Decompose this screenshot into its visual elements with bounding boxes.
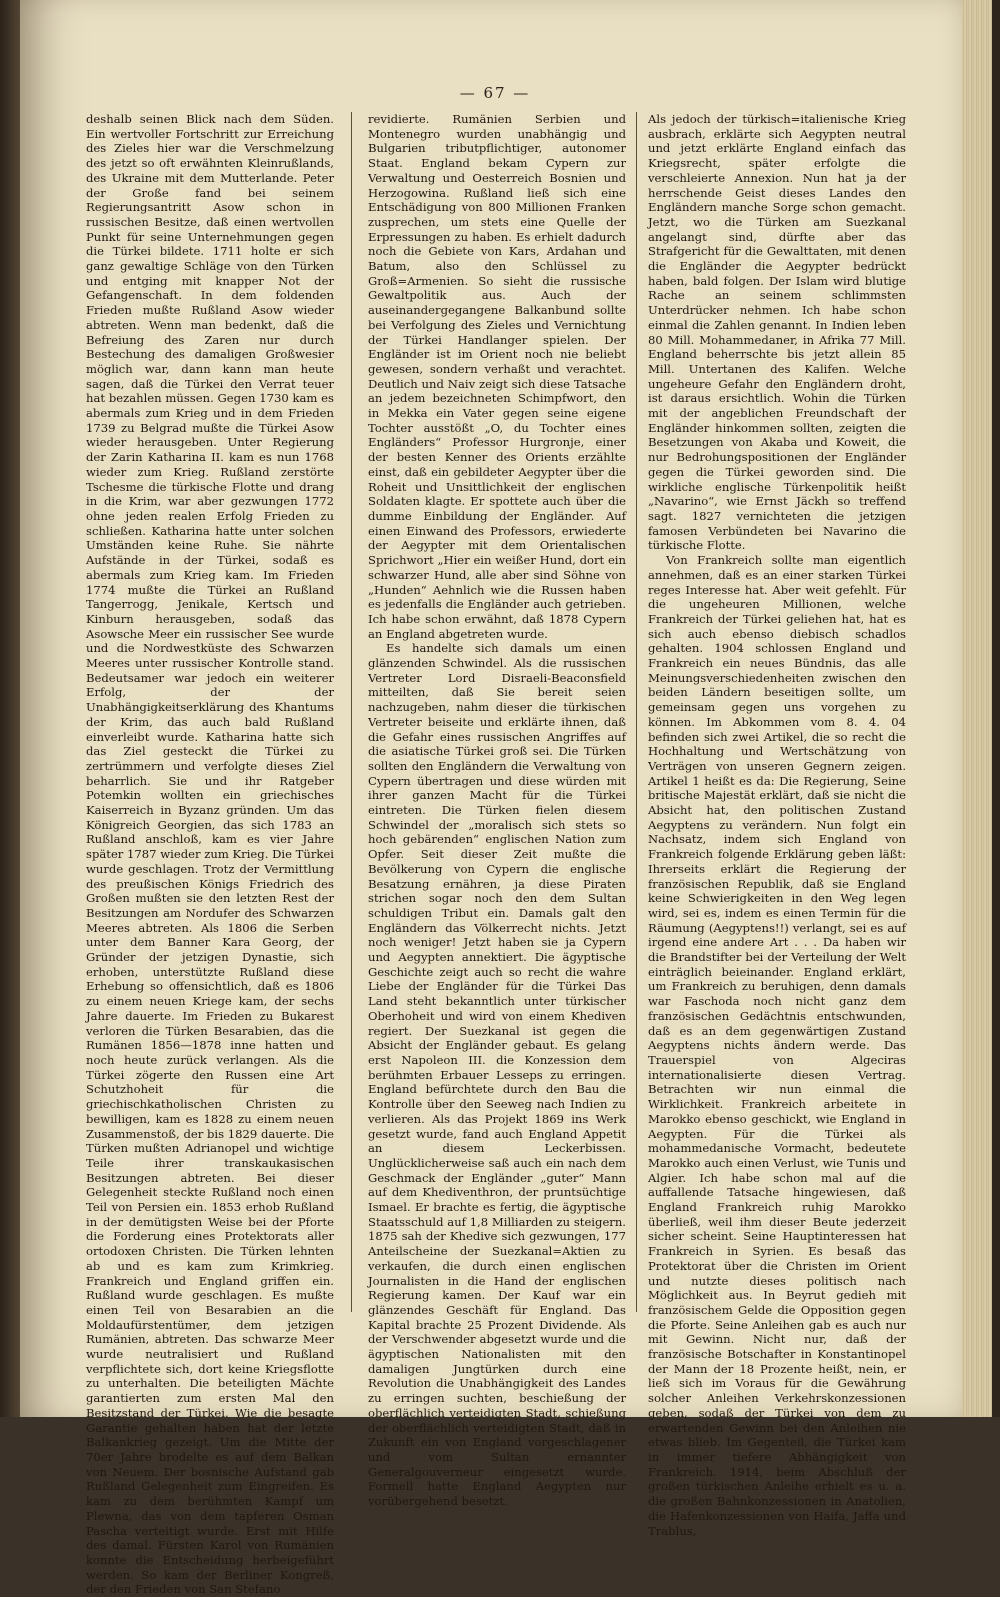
paragraph: revidierte. Rumänien Serbien und Montenegro wurden unabhängig und Bulgarien tributpflichtiger, autonomer Staat. England bekam Cypern zur Verwaltung und Oesterreich Bosnien und Herzogowina. Rußland ließ sich eine Entschädigung von 800 Millionen Franken zusprechen, um stets eine Quelle der Erpressungen zu haben. Es erhielt dadurch noch die Gebiete von Kars, Ardahan und Batum, also den Schlüssel zu Groß=Armenien. So sieht die russische Gewaltpolitik aus. Auch der auseinandergegangene Balkanbund sollte bei Verfolgung des Zieles und Vernichtung der Türkei Handlanger spielen. Der Engländer ist im Orient noch nie beliebt gewesen, sondern verhaßt und verachtet. Deutlich und Naiv zeigt sich diese Tatsache an jedem bezeichneten Schimpfwort, den in Mekka ein Vater gegen seine eigene Tochter ausstößt „O, du Tochter eines Engländers“ Professor Hurgronje, einer der besten Kenner des Orients erzählte einst, daß ein gebildeter Aegypter über die Roheit und Unsittlichkeit der englischen Soldaten klagte. Er spottete auch über die dumme Einbildung der Engländer. Auf einen Einwand des Professors, erwiederte der Aegypter mit dem Orientalischen Sprichwort „Hier ein weißer Hund, dort ein schwarzer Hund, alle aber sind Söhne von „Hunden“ Aehnlich wie die Russen haben es jedenfalls die Engländer auch getrieben. Ich habe schon erwähnt, daß 1878 Cypern an England abgetreten wurde. [368,112,626,641]
paragraph: Es handelte sich damals um einen glänzenden Schwindel. Als die russischen Vertreter Lord Disraeli-Beaconsfield mitteilten, daß Sie bereit seien nachzugeben, nahm dieser die türkischen Vertreter beiseite und erklärte ihnen, daß die Gefahr eines russischen Angriffes auf die asiatische Türkei groß sei. Die Türken sollten den Engländern die Verwaltung von Cypern übertragen und diese würden mit ihrer ganzen Macht für die Türkei eintreten. Die Türken fielen diesem Schwindel der „moralisch sich stets so hoch gebärenden“ englischen Nation zum Opfer. Seit dieser Zeit mußte die Bevölkerung von Cypern die englische Besatzung ernähren, ja diese Piraten strichen sogar noch den dem Sultan schuldigen Tribut ein. Damals galt den Engländern das Völkerrecht nichts. Jetzt noch weniger! Jetzt haben sie ja Cypern und Aegypten annektiert. Die ägyptische Geschichte zeigt auch so recht die wahre Liebe der Engländer für die Türkei Das Land steht bekanntlich unter türkischer Oberhoheit und wird von einem Khediven regiert. Der Suezkanal ist gegen die Absicht der Engländer gebaut. Es gelang erst Napoleon III. die Konzession dem berühmten Erbauer Lesseps zu erringen. England befürchtete durch den Bau die Kontrolle über den Seeweg nach Indien zu verlieren. Als das Projekt 1869 ins Werk gesetzt wurde, fand auch England Appetit an diesem Leckerbissen. Unglücklicherweise saß auch ein nach dem Geschmack der Engländer „guter“ Mann auf dem Khediventhron, der pruntsüchtige Ismael. Er brachte es fertig, die ägyptische Staatsschuld auf 1,8 Milliarden zu steigern. 1875 sah der Khedive sich gezwungen, 177 Anteilscheine der Suezkanal=Aktien zu verkaufen, die durch einen englischen Journalisten in die Hand der englischen Regierung kamen. Der Kauf war ein glänzendes Geschäft für England. Das Kapital brachte 25 Prozent Dividende. Als der Verschwender abgesetzt wurde und die ägyptischen Nationalisten mit den damaligen Jungtürken durch eine Revolution die Unabhängigkeit des Landes zu erringen suchten, beschießung der oberflächlich verteidigten Stadt, schießung der oberflächlich verteidigten Stadt, daß in Zukunft ein von England vorgeschlagener und vom Sultan ernannter Generalgouverneur eingesetzt wurde. Formell hatte England Aegypten nur vorübergehend besetzt. [368,641,626,1509]
book-page [20,0,970,1597]
book-cover-edge [992,0,1000,1417]
text-column-1 [86,112,334,1597]
paragraph: Von Frankreich sollte man eigentlich annehmen, daß es an einer starken Türkei reges Interesse hat. Aber weit gefehlt. Für die ungeheuren Millionen, welche Frankreich der Türkei geliehen hat, hat es sich auch ebenso diebisch schadlos gehalten. 1904 schlossen England und Frankreich ein neues Bündnis, das alle Meinungsverschiedenheiten zwischen den beiden Ländern beseitigen sollte, um gemeinsam gegen uns vorgehen zu können. Im Abkommen vom 8. 4. 04 befinden sich zwei Artikel, die so recht die Hochhaltung und Wertschätzung von Verträgen von unseren Gegnern zeigen. Artikel 1 heißt es da: Die Regierung, Seine britische Majestät erklärt, daß sie nicht die Absicht hat, den politischen Zustand Aegyptens zu verändern. Nun folgt ein Nachsatz, indem sich England von Frankreich folgende Erklärung geben läßt: Ihrerseits erklärt die Regierung der französischen Republik, daß sie England keine Schwierigkeiten in den Weg legen wird, sei es, indem es einen Termin für die Räumung (Aegyptens!!) verlangt, sei es auf irgend eine andere Art . . . Da haben wir die Brandstifter bei der Verteilung der Welt einträglich beieinander. England erklärt, um Frankreich zu beruhigen, denn damals war Faschoda noch nicht ganz dem französischen Gedächtnis entschwunden, daß es an dem gegenwärtigen Zustand Aegyptens nichts ändern werde. Das Trauerspiel von Algeciras internationalisierte diesen Vertrag. Betrachten wir nun einmal die Wirklichkeit. Frankreich arbeitete in Marokko ebenso geschickt, wie England in Aegypten. Für die Türkei als mohammedanische Vormacht, bedeutete Marokko auch einen Verlust, wie Tunis und Algier. Ich habe schon mal auf die auffallende Tatsache hingewiesen, daß England Frankreich ruhig Marokko überließ, weil ihm dieser Beute jederzeit sicher scheint. Seine Hauptinteressen hat Frankreich in Syrien. Es besaß das Protektorat über die Christen im Orient und nutzte dieses politisch nach Möglichkeit aus. In Beyrut gedieh mit französischem Gelde die Opposition gegen die Pforte. Seine Anleihen gab es auch nur mit Gewinn. Nicht nur, daß der französische Botschafter in Konstantinopel der Mann der 18 Prozente heißt, nein, er ließ sich im Voraus für die Gewährung solcher Anleihen Verkehrskonzessionen geben, sodaß der Türkei von dem zu erwartenden Gewinn bei den Anleihen nie etwas blieb. Im Gegenteil, die Türkei kam in immer tiefere Abhängigkeit von Frankreich. 1914, beim Abschluß der großen türkischen Anleihe erhielt es u. a. die großen Bahnkonzessionen in Anatolien, die Hafenkonzessionen von Haifa, Jaffa und Trablus, [648,553,906,1538]
text-column-2 [368,112,626,1509]
text-column-3 [648,112,906,1538]
paragraph: deshalb seinen Blick nach dem Süden. Ein wertvoller Fortschritt zur Erreichung des Zieles hier war die Verschmelzung des jetzt so oft erwähnten Kleinrußlands, des Ukraine mit dem Mutterlande. Peter der Große fand bei seinem Regierungsantritt Asow schon in russischen Besitze, daß einen wertvollen Punkt für seine Unternehmungen gegen die Türkei bildete. 1711 holte er sich ganz gewaltige Schläge von den Türken und entging mit knapper Not der Gefangenschaft. In dem foldenden Frieden mußte Rußland Asow wieder abtreten. Wenn man bedenkt, daß die Befreiung des Zaren nur durch Bestechung des damaligen Großwesier möglich war, dann kann man heute sagen, daß die Türkei den Verrat teuer hat bezahlen müssen. Gegen 1730 kam es abermals zum Krieg und in dem Frieden 1739 zu Belgrad mußte die Türkei Asow wieder herausgeben. Unter Regierung der Zarin Katharina II. kam es nun 1768 wieder zum Krieg. Rußland zerstörte Tschesme die türkische Flotte und drang in die Krim, war aber gezwungen 1772 ohne jeden realen Erfolg Frieden zu schließen. Katharina hatte unter solchen Umständen keine Ruhe. Sie nährte Aufstände in der Türkei, sodaß es abermals zum Krieg kam. Im Frieden 1774 mußte die Türkei an Rußland Tangerrogg, Jenikale, Kertsch und Kinburn herausgeben, sodaß das Asowsche Meer ein russischer See wurde und die Nordwestküste des Schwarzen Meeres unter russischer Kontrolle stand. Bedeutsamer war jedoch ein weiterer Erfolg, der der Unabhängigkeitserklärung des Khantums der Krim, das auch bald Rußland einverleibt wurde. Katharina hatte sich das Ziel gesteckt die Türkei zu zertrümmern und verfolgte dieses Ziel beharrlich. Sie und ihr Ratgeber Potemkin wollten ein griechisches Kaiserreich in Byzanz gründen. Um das Königreich Georgien, das sich 1783 an Rußland anschloß, kam es vier Jahre später 1787 wieder zum Krieg. Die Türkei wurde geschlagen. Trotz der Vermittlung des preußischen Königs Friedrich des Großen mußten sie den letzten Rest der Besitzungen am Nordufer des Schwarzen Meeres abtreten. Als 1806 die Serben unter dem Banner Kara Georg, der Gründer der jetzigen Dynastie, sich erhoben, unterstützte Rußland diese Erhebung so offensichtlich, daß es 1806 zu einem neuen Kriege kam, der sechs Jahre dauerte. Im Frieden zu Bukarest verloren die Türken Besarabien, das die Rumänen 1856—1878 inne hatten und noch heute zurück verlangen. Als die Türkei zögerte den Russen eine Art Schutzhoheit für die griechischkatholischen Christen zu bewilligen, kam es 1828 zu einem neuen Zusammenstoß, der bis 1829 dauerte. Die Türken mußten Adrianopel und wichtige Teile ihrer transkaukasischen Besitzungen abtreten. Bei dieser Gelegenheit steckte Rußland noch einen Teil von Persien ein. 1853 erhob Rußland in der demütigsten Weise bei der Pforte die Forderung eines Protektorats aller ortodoxen Christen. Die Türken lehnten ab und es kam zum Krimkrieg. Frankreich und England griffen ein. Rußland wurde geschlagen. Es mußte einen Teil von Besarabien an die Moldaufürstentümer, dem jetzigen Rumänien, abtreten. Das schwarze Meer wurde neutralisiert und Rußland verpflichtete sich, dort keine Kriegsflotte zu unterhalten. Die beteiligten Mächte garantierten zum ersten Mal den Besitzstand der Türkei. Wie die besagte Garantie gehalten haben hat der letzte Balkankrieg gezeigt. Um die Mitte der 70er Jahre brodelte es auf dem Balkan von Neuem. Der bosnische Aufstand gab Rußland Gelegenheit zum Eingreifen. Es kam zu dem berühmten Kampf um Plewna, das von dem tapferen Osman Pascha verteitigt wurde. Erst mit Hilfe des damal. Fürsten Karol von Rumänien konnte die Entscheidung herbeigeführt werden. So kam der Berliner Kongreß, der den Frieden von San Stefano [86,112,334,1597]
column-divider [636,112,637,1312]
paragraph: Als jedoch der türkisch=italienische Krieg ausbrach, erklärte sich Aegypten neutral und jetzt erklärte England einfach das Kriegsrecht, später erfolgte die verschleierte Annexion. Nun hat ja der herrschende Geist dieses Landes den Engländern manche Sorge schon gemacht. Jetzt, wo die Türken am Suezkanal angelangt sind, dürfte aber das Strafgericht für die Gewalttaten, mit denen die Engländer die Aegypter bedrückt haben, bald folgen. Der Islam wird blutige Rache an seinem schlimmsten Unterdrücker nehmen. Ich habe schon einmal die Zahlen genannt. In Indien leben 80 Mill. Mohammedaner, in Afrika 77 Mill. England beherrschte bis jetzt allein 85 Mill. Untertanen des Kalifen. Welche ungeheure Gefahr den Engländern droht, ist daraus ersichtlich. Wohin die Türken mit der angeblichen Freundschaft der Engländer hinkommen sollten, zeigten die Besetzungen von Akaba und Koweit, die nur Bedrohungspositionen der Engländer gegen die Türkei geworden sind. Die wirkliche englische Türkenpolitik heißt „Navarino“, wie Ernst Jäckh so treffend sagt. 1827 vernichteten die jetzigen famosen Verbündeten bei Navarino die türkische Flotte. [648,112,906,553]
page-number: — 67 — [459,84,531,102]
column-divider [351,112,352,1312]
